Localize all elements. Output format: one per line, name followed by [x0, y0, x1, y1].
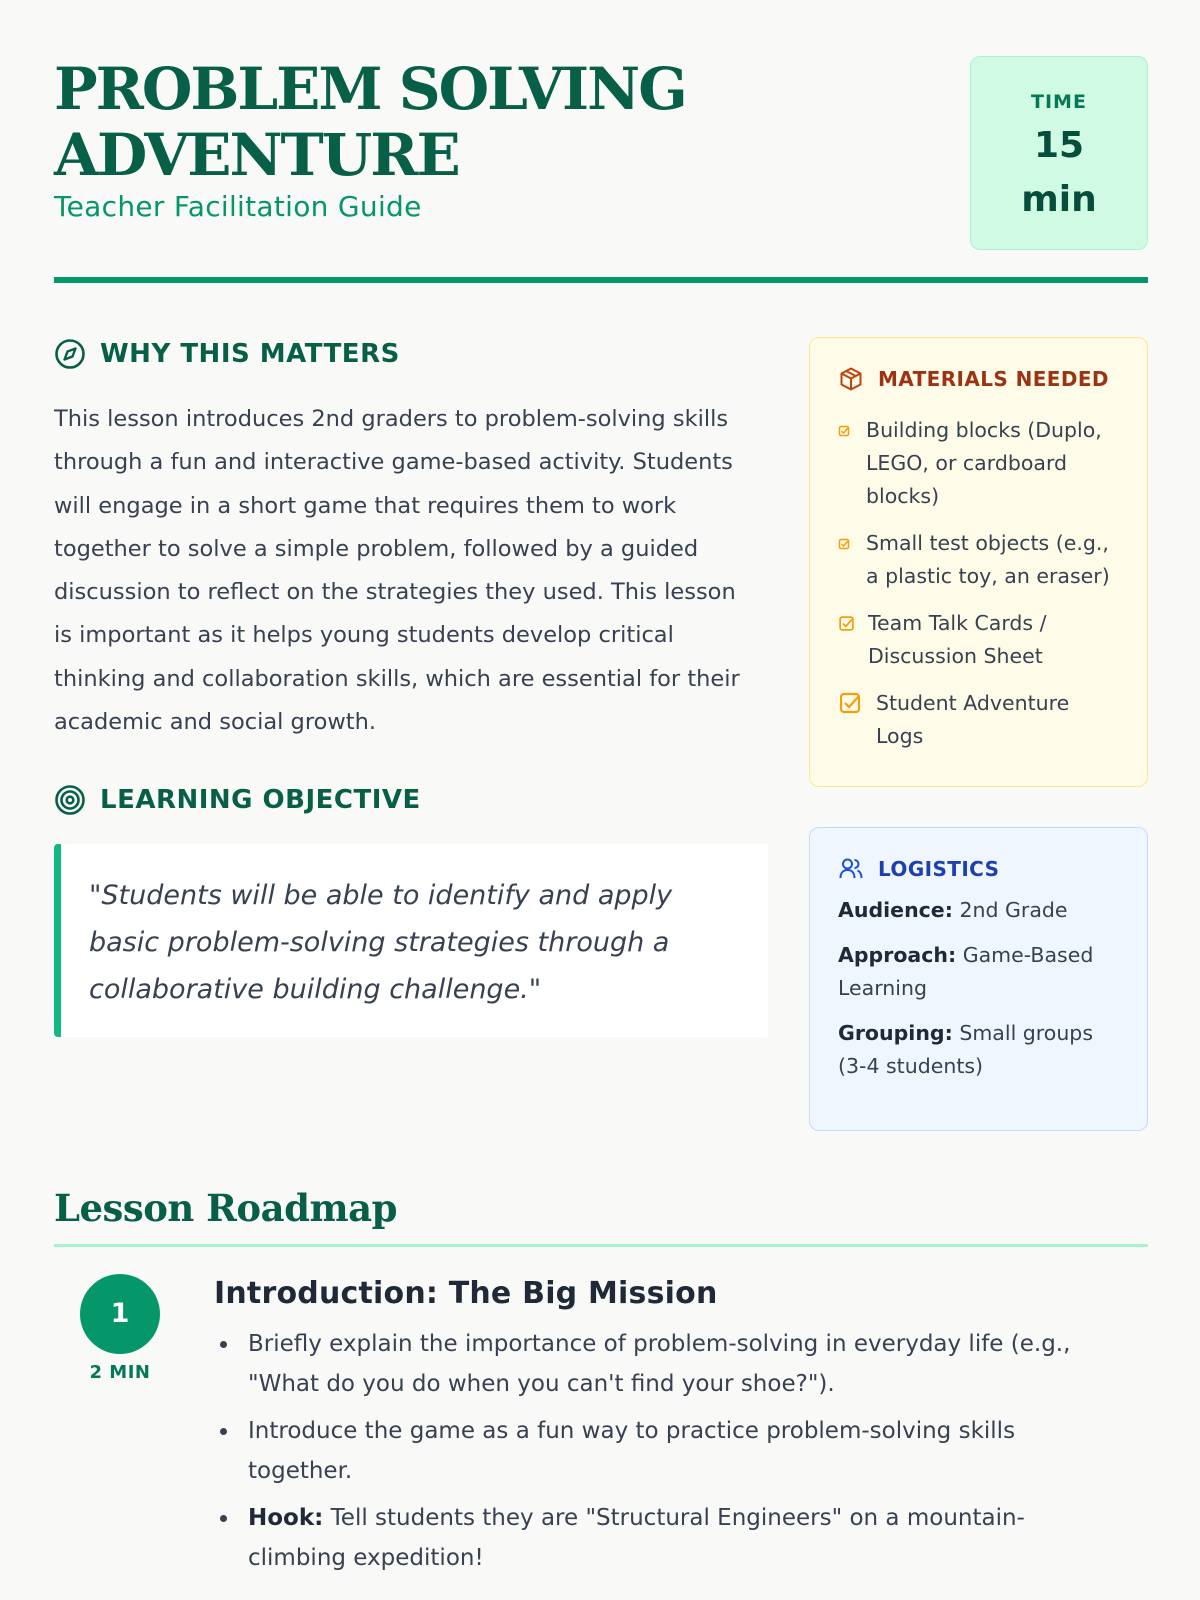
- logistics-label: Audience:: [838, 898, 953, 922]
- step-title: Introduction: The Big Mission: [214, 1276, 718, 1311]
- users-icon: [838, 856, 864, 882]
- time-unit: min: [1021, 179, 1097, 220]
- materials-heading-label: MATERIALS NEEDED: [878, 367, 1109, 391]
- target-icon: [54, 784, 86, 816]
- step-bullet: [214, 1324, 1114, 1404]
- page-header: [54, 56, 1148, 286]
- logistics-heading-label: LOGISTICS: [878, 857, 1000, 881]
- step-bullet-list: [214, 1324, 1114, 1585]
- why-heading: [54, 338, 400, 370]
- logistics-approach: [838, 939, 1121, 1005]
- logistics-value: Small groups (3-4 students): [838, 1021, 1093, 1078]
- logistics-heading: [838, 856, 1121, 882]
- box-icon: [838, 366, 864, 392]
- why-heading-label: WHY THIS MATTERS: [100, 339, 400, 369]
- materials-item-label: Team Talk Cards / Discussion Sheet: [868, 611, 1047, 668]
- materials-item: [838, 607, 1121, 673]
- materials-item: [838, 527, 1121, 593]
- header-divider: [54, 277, 1148, 283]
- materials-item-label: Building blocks (Duplo, LEGO, or cardboard blocks): [866, 418, 1102, 508]
- step-bullet-bold: Hook:: [248, 1505, 324, 1531]
- roadmap-divider: [54, 1244, 1148, 1247]
- time-label: TIME: [1031, 91, 1087, 113]
- checkbox-icon: [838, 615, 855, 632]
- checkbox-icon: [838, 425, 850, 437]
- objective-quote-box: [54, 844, 768, 1037]
- objective-quote: "Students will be able to identify and apply basic problem-solving strategies through a collaborative building challenge.": [89, 880, 673, 1005]
- logistics-grouping: [838, 1017, 1121, 1083]
- step-number-badge: 1: [80, 1274, 160, 1354]
- page-subtitle: Teacher Facilitation Guide: [54, 190, 422, 223]
- logistics-audience: [838, 894, 1121, 927]
- checkbox-icon: [838, 691, 862, 715]
- logistics-label: Grouping:: [838, 1021, 953, 1045]
- materials-list: [838, 414, 1121, 753]
- time-number: 15: [1033, 125, 1085, 166]
- step-bullet: [214, 1498, 1114, 1578]
- logistics-value: 2nd Grade: [959, 898, 1068, 922]
- logistics-label: Approach:: [838, 943, 957, 967]
- materials-item-label: Small test objects (e.g., a plastic toy, an eraser): [866, 531, 1110, 588]
- materials-card: [809, 337, 1148, 787]
- step-bullet-text: Introduce the game as a fun way to practice problem-solving skills together.: [248, 1418, 1016, 1484]
- logistics-card: [809, 827, 1148, 1131]
- compass-icon: [54, 338, 86, 370]
- step-bullet-text: Briefly explain the importance of problem-solving in everyday life (e.g., "What do you do when you can't find your shoe?").: [248, 1331, 1071, 1397]
- why-body: This lesson introduces 2nd graders to problem-solving skills through a fun and interactive game-based activity. Students will engage in a short game that requires them to work together to solve a simple problem, followed by a guided discussion to reflect on the strategies they used. This lesson is important as it helps young students develop critical thinking and collaboration skills, which are essential for their academic and social growth.: [54, 406, 740, 736]
- time-value: [971, 119, 1147, 227]
- objective-heading: [54, 784, 421, 816]
- step-duration: 2 MIN: [89, 1362, 151, 1383]
- time-badge: [970, 56, 1148, 250]
- materials-item: [838, 687, 1121, 753]
- step-bullet: [214, 1411, 1114, 1491]
- step-bullet-text: Tell students they are "Structural Engineers" on a mountain-climbing expedition!: [248, 1505, 1025, 1571]
- roadmap-title: Lesson Roadmap: [54, 1186, 397, 1230]
- logistics-value: Game-Based Learning: [838, 943, 1094, 1000]
- objective-heading-label: LEARNING OBJECTIVE: [100, 785, 421, 815]
- materials-heading: [838, 366, 1121, 392]
- checkbox-icon: [838, 538, 850, 550]
- materials-item: [838, 414, 1121, 513]
- page-title: PROBLEM SOLVING ADVENTURE: [54, 55, 686, 189]
- materials-item-label: Student Adventure Logs: [876, 691, 1070, 748]
